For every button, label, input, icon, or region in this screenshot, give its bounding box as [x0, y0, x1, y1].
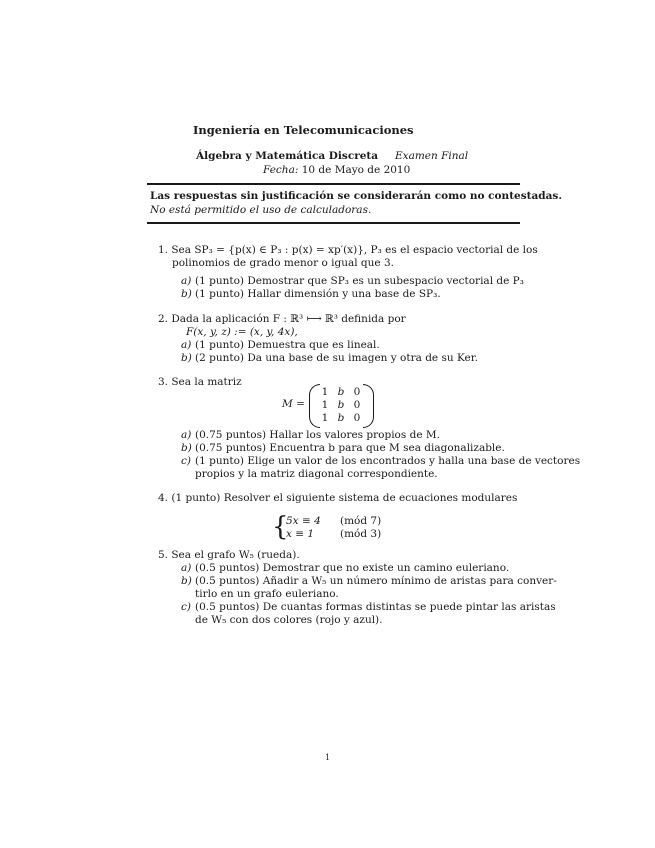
q5-c-text-line-2: de W₅ con dos colores (rojo y azul).	[195, 614, 383, 626]
matrix-cell: 1	[321, 412, 329, 424]
bottom-rule	[147, 222, 520, 224]
date-label: Fecha:	[263, 164, 299, 176]
q5-intro: 5. Sea el grafo W₅ (rueda).	[158, 549, 300, 561]
q1-intro-line-1: 1. Sea SP₃ = {p(x) ∈ P₃ : p(x) = xp′(x)}, P₃ es el espacio vectorial de los	[158, 244, 538, 256]
q4-eq-1: 5x ≡ 4	[286, 515, 321, 527]
matrix-cell: 0	[353, 412, 361, 424]
q5-b-text-line-1: (0.5 puntos) Añadir a W₅ un número mínimo de aristas para conver-	[195, 575, 557, 587]
q5-c-text-line-1: (0.5 puntos) De cuantas formas distintas se puede pintar las aristas	[195, 601, 556, 613]
q5-a-label: a)	[181, 562, 192, 574]
q3-b-label: b)	[181, 442, 192, 454]
q1-intro-line-2: polinomios de grado menor o igual que 3.	[172, 257, 394, 269]
q3-a-text: (0.75 puntos) Hallar los valores propios de M.	[195, 429, 440, 441]
q2-b-label: b)	[181, 352, 192, 364]
q3-c-text-line-2: propios y la matriz diagonal correspondiente.	[195, 468, 438, 480]
q4-mod-2: (mód 3)	[340, 528, 382, 540]
matrix-right-paren	[363, 384, 374, 428]
q5-b-text-line-2: tirlo en un grafo euleriano.	[195, 588, 339, 600]
page-number: 1	[325, 753, 331, 762]
q2-intro-line-1: 2. Dada la aplicación F : ℝ³ ⟼ ℝ³ definida por	[158, 313, 406, 325]
degree-title: Ingeniería en Telecomunicaciones	[193, 123, 414, 137]
q3-c-text-line-1: (1 punto) Elige un valor de los encontrados y halla una base de vectores	[195, 455, 581, 467]
q5-b-label: b)	[181, 575, 192, 587]
q1-b-label: b)	[181, 288, 192, 300]
q2-a-label: a)	[181, 339, 192, 351]
q5-c-label: c)	[181, 601, 191, 613]
q4-mod-1: (mód 7)	[340, 515, 382, 527]
q4-intro: 4. (1 punto) Resolver el siguiente sistema de ecuaciones modulares	[158, 492, 518, 504]
q2-b-text: (2 punto) Da una base de su imagen y otra de su Ker.	[195, 352, 478, 364]
q1-a-label: a)	[181, 275, 192, 287]
q2-a-text: (1 punto) Demuestra que es lineal.	[195, 339, 380, 351]
system-brace: {	[272, 512, 289, 542]
exam-type: Examen Final	[395, 150, 469, 162]
q3-intro: 3. Sea la matriz	[158, 376, 242, 388]
top-rule	[147, 183, 520, 185]
exam-date	[263, 164, 410, 176]
matrix-label: M =	[282, 398, 305, 410]
notice-line-2: No está permitido el uso de calculadoras.	[150, 204, 372, 216]
q1-b-text: (1 punto) Hallar dimensión y una base de SP₃.	[195, 288, 441, 300]
q2-intro-line-2: F(x, y, z) := (x, y, 4x),	[186, 326, 298, 338]
matrix-cell: b	[337, 412, 345, 424]
q4-eq-2: x ≡ 1	[286, 528, 315, 540]
date-value: 10 de Mayo de 2010	[301, 164, 411, 176]
q3-c-label: c)	[181, 455, 191, 467]
q5-a-text: (0.5 puntos) Demostrar que no existe un camino euleriano.	[195, 562, 510, 574]
matrix-cell: b	[337, 386, 345, 398]
matrix-cell: b	[337, 399, 345, 411]
matrix-cell: 1	[321, 399, 329, 411]
notice-line-1: Las respuestas sin justificación se considerarán como no contestadas.	[150, 190, 563, 202]
matrix-cell: 0	[353, 386, 361, 398]
q3-b-text: (0.75 puntos) Encuentra b para que M sea diagonalizable.	[195, 442, 505, 454]
matrix-cell: 0	[353, 399, 361, 411]
q1-a-text: (1 punto) Demostrar que SP₃ es un subespacio vectorial de P₃	[195, 275, 524, 287]
matrix-cell: 1	[321, 386, 329, 398]
subject-title: Álgebra y Matemática Discreta	[196, 150, 379, 162]
q3-a-label: a)	[181, 429, 192, 441]
